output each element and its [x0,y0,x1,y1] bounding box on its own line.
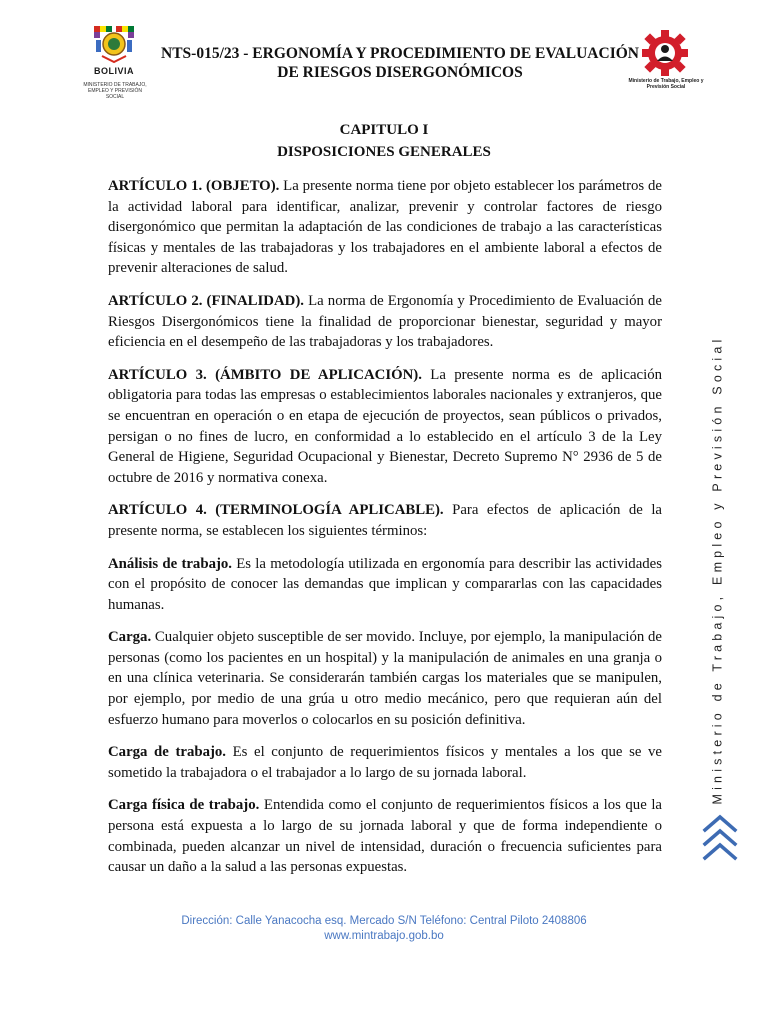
chapter-number: CAPITULO I [339,122,429,138]
chapter-heading [108,119,660,163]
bolivia-logo [78,22,150,100]
ministry-logo [626,30,706,100]
chevron-up-icon [702,812,738,868]
term-name: Carga. [108,629,152,646]
document-title-line-1: NTS-015/23 - ERGONOMÍA Y PROCEDIMIENTO DE EVALUACIÓN [161,45,639,62]
article-text: La presente norma es de aplicación obligatoria para todas las empresas o establecimientos laborales nacionales y extranjeros, que se encuentran en operación o en etapa de ejecución de proyectos, sean públicos o privados, persigan o no fines de lucro, en conformidad a lo establecido en el artículo 3 de la Ley General de Higiene, Seguridad Ocupacional y Bienestar, Decreto Supremo N° 2936 de 5 de octubre de 2016 y normativa conexa. [108,366,662,486]
ministry-gear-logo-icon [640,30,690,76]
term-definition [108,627,662,730]
term-text: Cualquier objeto susceptible de ser movido. Incluye, por ejemplo, la manipulación de personas (como los pacientes en un hospital) y la manipulación de animales en una granja o en una clínica veterinaria. Se considerarán también cargas los materiales que se manipulen, por ejemplo, por medio de una grúa u otro medio mecánico, pero que requieran aún del esfuerzo humano para moverlos o colocarlos en su posición definitiva. [108,629,662,728]
bolivia-logo-word: BOLIVIA [93,66,134,76]
document-title [160,44,640,82]
term-name: Carga física de trabajo. [108,797,260,814]
document-title-line-2: DE RIESGOS DISERGONÓMICOS [277,64,523,81]
term-text: Es el conjunto de requerimientos físicos y mentales a los que se ve sometido la trabajadora o el trabajador a lo largo de su jornada laboral. [108,744,662,781]
side-ministry-label [706,335,730,805]
right-logo-caption: Ministerio de Trabajo, Empleo y Previsión Social [628,78,704,90]
page-footer [0,914,768,944]
article-heading: ARTÍCULO 2. (FINALIDAD). [108,292,304,309]
document-body [108,176,662,890]
term-definition [108,554,662,616]
article-text: La norma de Ergonomía y Procedimiento de Evaluación de Riesgos Disergonómicos tiene la finalidad de proporcionar bienestar, seguridad y mayor eficiencia en el desempeño de las trabajadoras y los trabajadores. [108,292,662,351]
term-definition [108,742,662,783]
term-text: Entendida como el conjunto de requerimientos físicos a los que la persona está expuesta a lo largo de su jornada laboral y que de forma independiente o combinada, pueden alcanzar un nivel de intensidad, duración o frecuencia suficientes para causar un daño a la salud a las personas expuestas. [108,797,663,876]
article-heading: ARTÍCULO 3. (ÁMBITO DE APLICACIÓN). [108,366,422,383]
term-text: Es la metodología utilizada en ergonomía para describir las actividades con el propósito de conocer las demandas que implican y compararlas con las capacidades humanas. [108,555,662,613]
article-1 [108,176,662,279]
article-4 [108,500,662,541]
term-name: Análisis de trabajo. [108,555,232,572]
bolivia-coat-of-arms-icon [92,22,136,64]
article-text: Para efectos de aplicación de la presente norma, se establecen los siguientes términos: [108,502,662,539]
footer-address: Dirección: Calle Yanacocha esq. Mercado S/N Teléfono: Central Piloto 2408806 [181,915,587,927]
article-heading: ARTÍCULO 4. (TERMINOLOGÍA APLICABLE). [108,502,444,519]
page-header [0,0,768,110]
side-ministry-text: Ministerio de Trabajo, Empleo y Previsión Social [711,335,725,805]
term-name: Carga de trabajo. [108,744,227,761]
article-2 [108,291,662,353]
term-definition [108,795,662,877]
article-heading: ARTÍCULO 1. (OBJETO). [108,178,280,194]
article-text: La presente norma tiene por objeto establecer los parámetros de la actividad laboral para identificar, analizar, prevenir y controlar factores de riesgo disergonómico que permitan la adaptación de las condiciones de trabajo a las características físicas y mentales de las trabajadoras y los trabajadores en el ambiente laboral a efectos de prevenir alteraciones de salud. [108,178,662,277]
chapter-name: DISPOSICIONES GENERALES [277,144,491,160]
left-logo-caption: MINISTERIO DE TRABAJO, EMPLEO Y PREVISIÓN SOCIAL [83,82,147,100]
footer-website[interactable]: www.mintrabajo.gob.bo [324,930,444,942]
article-3 [108,365,662,489]
